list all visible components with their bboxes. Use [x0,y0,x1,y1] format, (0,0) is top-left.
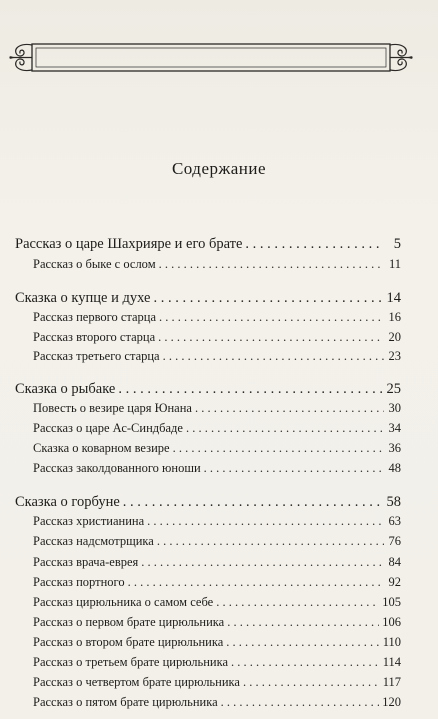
toc-entry-title: Рассказ о царе Шахрияре и его брате [15,236,243,252]
toc-subentry[interactable] [33,615,401,633]
toc-page-number: 92 [388,575,401,589]
toc-entry-title: Рассказ первого старца [33,310,157,324]
toc-entry-title: Рассказ о быке с ослом [33,257,156,271]
toc-entry-title: Рассказ христианина [33,514,145,528]
toc-subentry[interactable] [33,575,401,593]
dot-leader [141,555,384,570]
toc-page-number: 30 [388,401,401,415]
toc-subentry[interactable] [33,655,401,673]
toc-page-number: 106 [382,615,401,629]
toc-page-number: 120 [382,695,401,709]
dot-leader [186,421,384,436]
toc-entry-title: Рассказ о третьем брате цирюльника [33,655,229,669]
toc-entry-title: Рассказ о втором брате цирюльника [33,635,224,649]
toc-page-number: 117 [382,675,401,689]
dot-leader [227,615,379,630]
dot-leader [243,675,380,690]
dot-leader [231,655,380,670]
toc-subentry[interactable] [33,349,401,367]
toc-subentry[interactable] [33,310,401,328]
dot-leader [173,441,384,456]
toc-subentry[interactable] [33,421,401,439]
dot-leader [123,494,384,511]
toc-subentry[interactable] [33,257,401,275]
toc-subentry[interactable] [33,461,401,479]
toc-entry-title: Сказка о горбуне [15,494,120,510]
toc-page-number: 63 [388,514,401,528]
toc-page-number: 34 [388,421,401,435]
dot-leader [153,290,383,307]
toc-entry-title: Рассказ портного [33,575,125,589]
toc-entry-title: Рассказ о первом брате цирюльника [33,615,225,629]
toc-page-number: 110 [382,635,401,649]
toc-page-number: 25 [386,381,401,397]
toc-subentry[interactable] [33,695,401,713]
dot-leader [157,534,384,549]
dot-leader [163,349,384,364]
toc-entry-title: Рассказ заколдованного юноши [33,461,201,475]
toc-entry-title: Рассказ третьего старца [33,349,160,363]
toc-section-entry[interactable] [15,236,401,254]
dot-leader [195,401,384,416]
toc-entry-title: Сказка о рыбаке [15,381,116,397]
toc-page-number: 5 [393,236,401,252]
dot-leader [159,257,384,272]
toc-entry-title: Рассказ о пятом брате цирюльника [33,695,218,709]
ornamental-header-frame [8,41,414,74]
toc-subentry[interactable] [33,514,401,532]
toc-subentry[interactable] [33,534,401,552]
dot-leader [226,635,379,650]
toc-page-number: 76 [388,534,401,548]
toc-subentry[interactable] [33,330,401,348]
toc-page-number: 14 [386,290,401,306]
dot-leader [159,310,384,325]
toc-subentry[interactable] [33,441,401,459]
toc-entry-title: Сказка о купце и духе [15,290,151,306]
toc-page-number: 58 [386,494,401,510]
toc-page-number: 16 [388,310,401,324]
toc-entry-title: Рассказ второго старца [33,330,156,344]
toc-subentry[interactable] [33,401,401,419]
dot-leader [128,575,384,590]
dot-leader [147,514,384,529]
toc-entry-title: Рассказ надсмотрщика [33,534,154,548]
toc-page-number: 20 [388,330,401,344]
toc-entry-title: Повесть о везире царя Юнана [33,401,192,415]
toc-entry-title: Сказка о коварном везире [33,441,170,455]
toc-entry-title: Рассказ цирюльника о самом себе [33,595,214,609]
toc-page-number: 36 [388,441,401,455]
toc-page-number: 23 [388,349,401,363]
toc-page-number: 114 [382,655,401,669]
toc-entry-title: Рассказ о четвертом брате цирюльника [33,675,240,689]
dot-leader [158,330,384,345]
dot-leader [245,236,384,253]
toc-entry-title: Рассказ о царе Ас-Синдбаде [33,421,183,435]
dot-leader [216,595,379,610]
toc-subentry[interactable] [33,635,401,653]
toc-section-entry[interactable] [15,494,401,512]
toc-entry-title: Рассказ врача-еврея [33,555,139,569]
toc-page-number: 105 [382,595,401,609]
toc-page-number: 84 [388,555,401,569]
dot-leader [118,381,383,398]
toc-subentry[interactable] [33,555,401,573]
toc-section-entry[interactable] [15,290,401,308]
toc-page-number: 48 [388,461,401,475]
toc-page-number: 11 [388,257,401,271]
toc-subentry[interactable] [33,595,401,613]
toc-section-entry[interactable] [15,381,401,399]
toc-subentry[interactable] [33,675,401,693]
dot-leader [204,461,384,476]
dot-leader [221,695,380,710]
page-title: Содержание [171,159,267,178]
